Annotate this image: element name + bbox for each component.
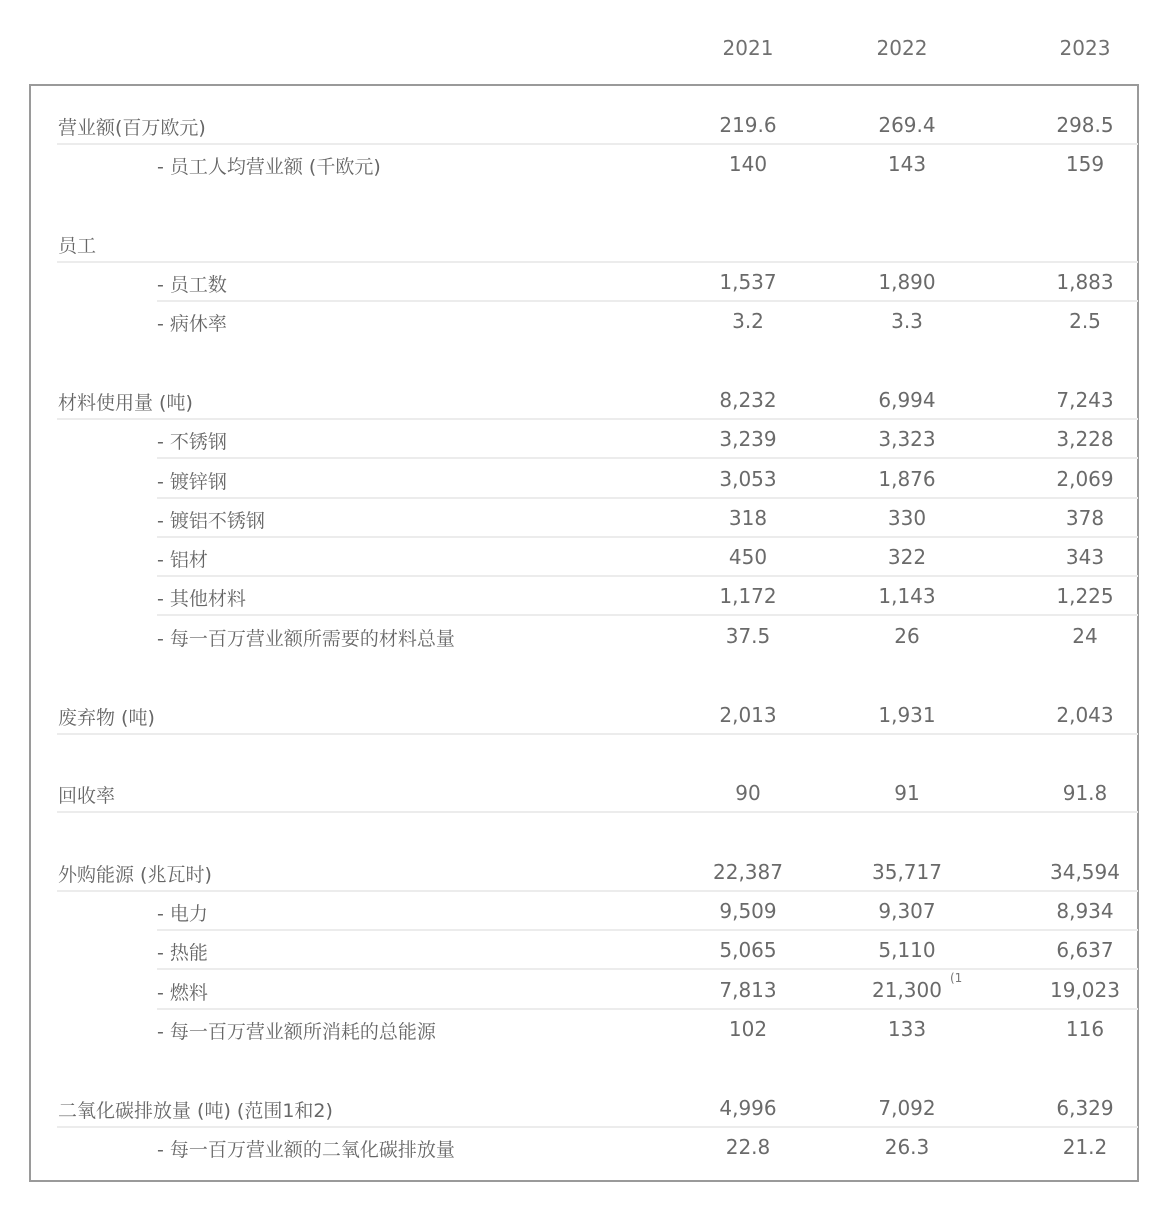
row-label: - 镀铝不锈钢 (157, 510, 265, 532)
value-2022: 5,110 (878, 938, 936, 962)
value-2021: 9,509 (719, 899, 777, 923)
value-2021: 1,537 (719, 270, 777, 294)
row-stainless-steel (0, 418, 1168, 458)
value-2023: 1,883 (1056, 270, 1114, 294)
value-2023: 3,228 (1056, 427, 1114, 451)
value-2023: 159 (1065, 152, 1105, 176)
value-2022: 1,876 (878, 467, 936, 491)
value-2022: 35,717 (872, 860, 942, 884)
value-2023: 19,023 (1050, 978, 1120, 1002)
row-label: - 铝材 (157, 549, 208, 571)
value-2022: 133 (887, 1017, 927, 1041)
value-2021: 140 (728, 152, 768, 176)
row-revenue-per-employee (0, 143, 1168, 183)
value-2023: 24 (1072, 624, 1098, 648)
value-2021: 3.2 (732, 309, 764, 333)
row-label: - 电力 (157, 903, 208, 925)
value-2023: 2.5 (1069, 309, 1101, 333)
value-2021: 450 (728, 545, 768, 569)
value-2021: 3,053 (719, 467, 777, 491)
value-2022: 21,300 (872, 978, 942, 1002)
row-label: 二氧化碳排放量 (吨) (范围1和2) (58, 1100, 333, 1122)
row-label: 废弃物 (吨) (58, 707, 155, 729)
row-electricity (0, 890, 1168, 930)
row-aluminized-stainless (0, 497, 1168, 537)
row-divider (57, 811, 1138, 813)
value-2023: 7,243 (1056, 388, 1114, 412)
value-2023: 6,329 (1056, 1096, 1114, 1120)
value-2023: 116 (1065, 1017, 1105, 1041)
row-fuel (0, 969, 1168, 1009)
row-label: - 每一百万营业额所消耗的总能源 (157, 1021, 436, 1043)
value-2022: 1,931 (878, 703, 936, 727)
row-energy-per-million-revenue (0, 1008, 1168, 1048)
row-galvanized-steel (0, 458, 1168, 498)
value-2023: 2,069 (1056, 467, 1114, 491)
row-label: - 其他材料 (157, 588, 246, 610)
value-2021: 22.8 (725, 1135, 771, 1159)
row-aluminum (0, 536, 1168, 576)
row-co2-emissions (0, 1087, 1168, 1127)
row-label: 员工 (58, 235, 97, 257)
value-2022: 9,307 (878, 899, 936, 923)
value-2022: 1,143 (878, 584, 936, 608)
row-employees-heading (0, 222, 1168, 262)
value-2022: 330 (887, 506, 927, 530)
row-label: 营业额(百万欧元) (58, 117, 206, 139)
value-2021: 22,387 (713, 860, 783, 884)
value-2023: 8,934 (1056, 899, 1114, 923)
value-2022: 26.3 (884, 1135, 930, 1159)
row-label: - 不锈钢 (157, 431, 227, 453)
row-label: - 每一百万营业额所需要的材料总量 (157, 628, 455, 650)
row-sick-leave-rate (0, 300, 1168, 340)
value-2023: 1,225 (1056, 584, 1114, 608)
row-other-materials (0, 575, 1168, 615)
row-employee-count (0, 261, 1168, 301)
year-2023-header: 2023 (1059, 36, 1111, 60)
value-2023: 6,637 (1056, 938, 1114, 962)
value-2021: 4,996 (719, 1096, 777, 1120)
value-2021: 7,813 (719, 978, 777, 1002)
row-label: 回收率 (58, 785, 116, 807)
value-2023: 343 (1065, 545, 1105, 569)
value-2022: 6,994 (878, 388, 936, 412)
row-label: - 员工数 (157, 274, 227, 296)
row-label: - 每一百万营业额的二氧化碳排放量 (157, 1139, 455, 1161)
value-2022: 143 (887, 152, 927, 176)
row-purchased-energy (0, 851, 1168, 891)
value-2021: 2,013 (719, 703, 777, 727)
year-2021-header: 2021 (722, 36, 774, 60)
value-2021: 90 (735, 781, 761, 805)
value-2022: 26 (894, 624, 920, 648)
row-label: - 热能 (157, 942, 208, 964)
value-2021: 102 (728, 1017, 768, 1041)
value-2021: 37.5 (725, 624, 771, 648)
value-2021: 5,065 (719, 938, 777, 962)
row-label: - 燃料 (157, 982, 208, 1004)
row-revenue (0, 104, 1168, 144)
footnote-marker: (1 (950, 971, 963, 985)
value-2022: 3.3 (891, 309, 923, 333)
value-2023: 2,043 (1056, 703, 1114, 727)
row-materials-per-million-revenue (0, 615, 1168, 655)
row-co2-per-million-revenue (0, 1126, 1168, 1166)
value-2022: 91 (894, 781, 920, 805)
row-recycling-rate (0, 772, 1168, 812)
row-divider (57, 733, 1138, 735)
value-2022: 7,092 (878, 1096, 936, 1120)
row-label: - 镀锌钢 (157, 471, 227, 493)
value-2022: 322 (887, 545, 927, 569)
value-2021: 8,232 (719, 388, 777, 412)
row-heat (0, 929, 1168, 969)
value-2021: 3,239 (719, 427, 777, 451)
value-2021: 1,172 (719, 584, 777, 608)
value-2021: 219.6 (719, 113, 777, 137)
row-waste (0, 694, 1168, 734)
row-label: 材料使用量 (吨) (58, 392, 193, 414)
value-2021: 318 (728, 506, 768, 530)
value-2023: 378 (1065, 506, 1105, 530)
value-2022: 3,323 (878, 427, 936, 451)
value-2022: 269.4 (878, 113, 936, 137)
value-2023: 34,594 (1050, 860, 1120, 884)
row-material-usage (0, 379, 1168, 419)
row-label: - 病休率 (157, 313, 227, 335)
row-label: - 员工人均营业额 (千欧元) (157, 156, 381, 178)
value-2023: 21.2 (1062, 1135, 1108, 1159)
row-label: 外购能源 (兆瓦时) (58, 864, 212, 886)
value-2023: 91.8 (1062, 781, 1108, 805)
value-2022: 1,890 (878, 270, 936, 294)
year-2022-header: 2022 (876, 36, 928, 60)
value-2023: 298.5 (1056, 113, 1114, 137)
